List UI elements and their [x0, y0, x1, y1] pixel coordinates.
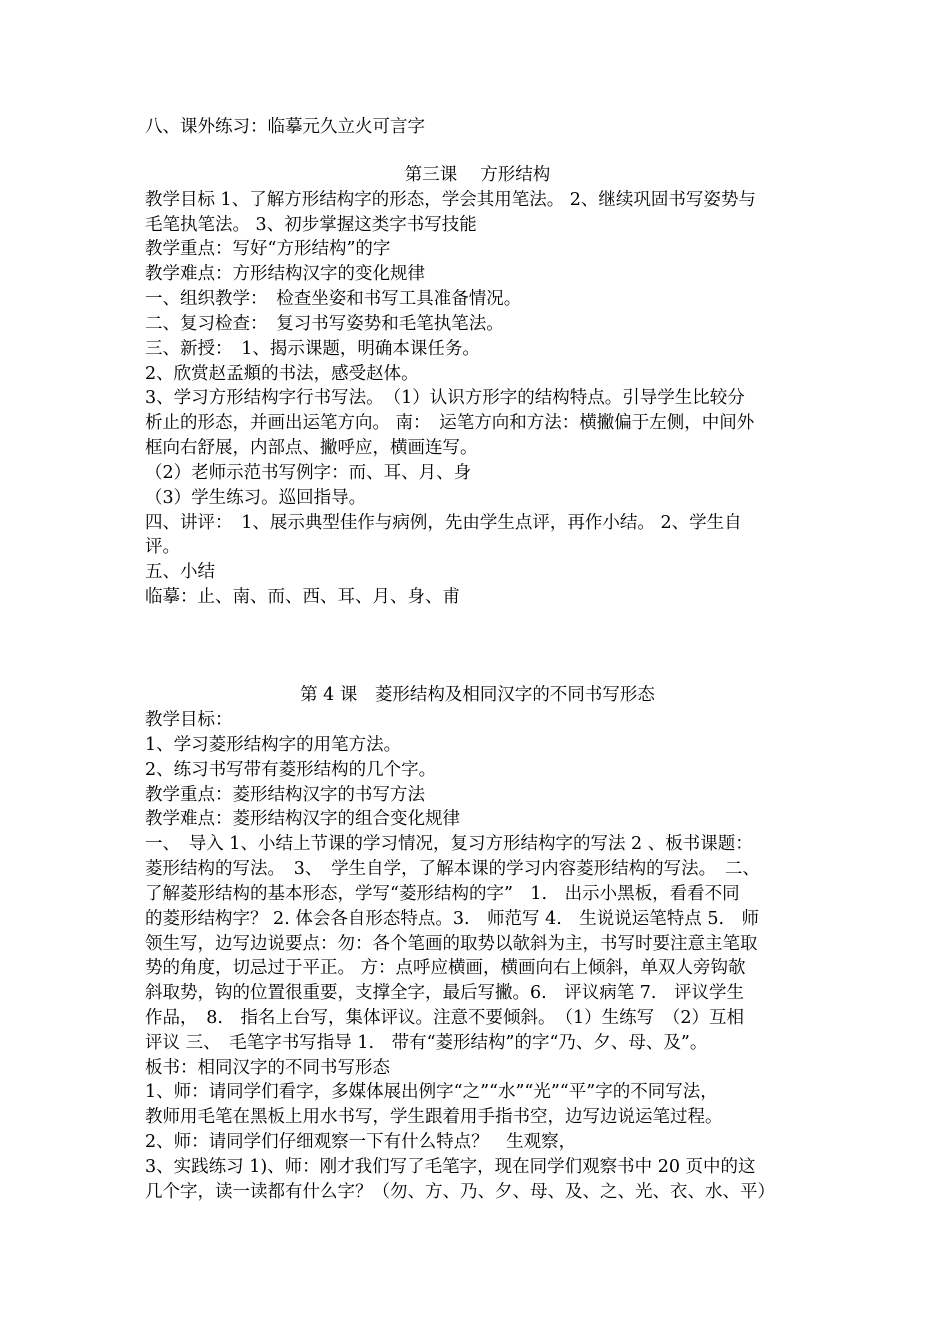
text-line: 三、新授： 1、揭示课题，明确本课任务。 — [145, 339, 480, 359]
text-line: 的菱形结构字？ 2. 体会各自形态特点。3. 师范写 4. 生说说运笔特点 5. 师 — [145, 909, 760, 929]
lesson-4-title: 第 4 课 菱形结构及相同汉字的不同书写形态 — [300, 685, 655, 705]
text-line: 2、师：请同学们仔细观察一下有什么特点？ 生观察， — [145, 1132, 577, 1152]
text-line: 菱形结构的写法。 3、 学生自学，了解本课的学习内容菱形结构的写法。 二、 — [145, 859, 760, 879]
text-line: 评。 — [145, 537, 180, 557]
text-line: 教学难点：方形结构汉字的变化规律 — [145, 264, 425, 284]
text-line: 一、 导入 1、小结上节课的学习情况，复习方形结构字的写法 2 、板书课题： — [145, 834, 753, 854]
text-line: （2）老师示范书写例字：而、耳、月、身 — [145, 463, 472, 483]
text-line: 二、复习检查： 复习书写姿势和毛笔执笔法。 — [145, 314, 504, 334]
text-line: 临摹：止、南、而、西、耳、月、身、甫 — [145, 587, 460, 607]
text-line: 教学难点：菱形结构汉字的组合变化规律 — [145, 809, 460, 829]
text-line: 教师用毛笔在黑板上用水书写，学生跟着用手指书空，边写边说运笔过程。 — [145, 1107, 723, 1127]
text-line: 框向右舒展，内部点、撇呼应，横画连写。 — [145, 438, 478, 458]
text-line: 3、学习方形结构字行书写法。 （1）认识方形字的结构特点。引导学生比较分 — [145, 388, 745, 408]
text-line: 3、实践练习 1)、师：刚才我们写了毛笔字，现在同学们观察书中 20 页中的这 — [145, 1157, 756, 1177]
text-line: 析止的形态，并画出运笔方向。 南： 运笔方向和方法：横撇偏于左侧，中间外 — [145, 413, 755, 433]
text-line: 评议 三、 毛笔字书写指导 1. 带有“菱形结构”的字“乃、夕、母、及”。 — [145, 1033, 708, 1053]
lesson-3-title: 第三课 方形结构 — [404, 165, 551, 185]
text-line: 教学重点：菱形结构汉字的书写方法 — [145, 785, 425, 805]
text-line: 2、练习书写带有菱形结构的几个字。 — [145, 760, 437, 780]
text-line: 一、组织教学： 检查坐姿和书写工具准备情况。 — [145, 289, 522, 309]
text-line: 领生写，边写边说要点：勿：各个笔画的取势以欹斜为主，书写时要注意主笔取 — [145, 934, 758, 954]
text-line: 了解菱形结构的基本形态，学写“菱形结构的字” 1. 出示小黑板，看看不同 — [145, 884, 740, 904]
text-line: 四、讲评： 1、展示典型佳作与病例，先由学生点评，再作小结。 2、学生自 — [145, 513, 742, 533]
text-line: （3）学生练习。巡回指导。 — [145, 488, 367, 508]
text-line: 教学重点：写好“方形结构”的字 — [145, 239, 391, 259]
text-line: 几个字，读一读都有什么字？（勿、方、乃、夕、母、及、之、光、衣、水、平） — [145, 1182, 775, 1202]
text-line: 1、师：请同学们看字，多媒体展出例字“之”“水”“光”“平”字的不同写法， — [145, 1082, 718, 1102]
text-line: 教学目标 1、了解方形结构字的形态，学会其用笔法。 2、继续巩固书写姿势与 — [145, 190, 756, 210]
text-line: 势的角度，切忌过于平正。 方：点呼应横画，横画向右上倾斜，单双人旁钩欹 — [145, 958, 746, 978]
text-line: 斜取势，钩的位置很重要，支撑全字，最后写撇。6. 评议病笔 7. 评议学生 — [145, 983, 744, 1003]
text-line: 五、小结 — [145, 562, 215, 582]
text-line: 毛笔执笔法。 3、初步掌握这类字书写技能 — [145, 215, 477, 235]
text-line: 教学目标： — [145, 710, 233, 730]
text-line: 2、欣赏赵孟頫的书法，感受赵体。 — [145, 364, 419, 384]
text-line: 作品， 8. 指名上台写，集体评议。注意不要倾斜。 （1）生练写 （2）互相 — [145, 1008, 744, 1028]
text-line: 板书：相同汉字的不同书写形态 — [145, 1058, 390, 1078]
homework-line: 八、课外练习：临摹元久立火可言字 — [145, 117, 425, 137]
text-line: 1、学习菱形结构字的用笔方法。 — [145, 735, 402, 755]
